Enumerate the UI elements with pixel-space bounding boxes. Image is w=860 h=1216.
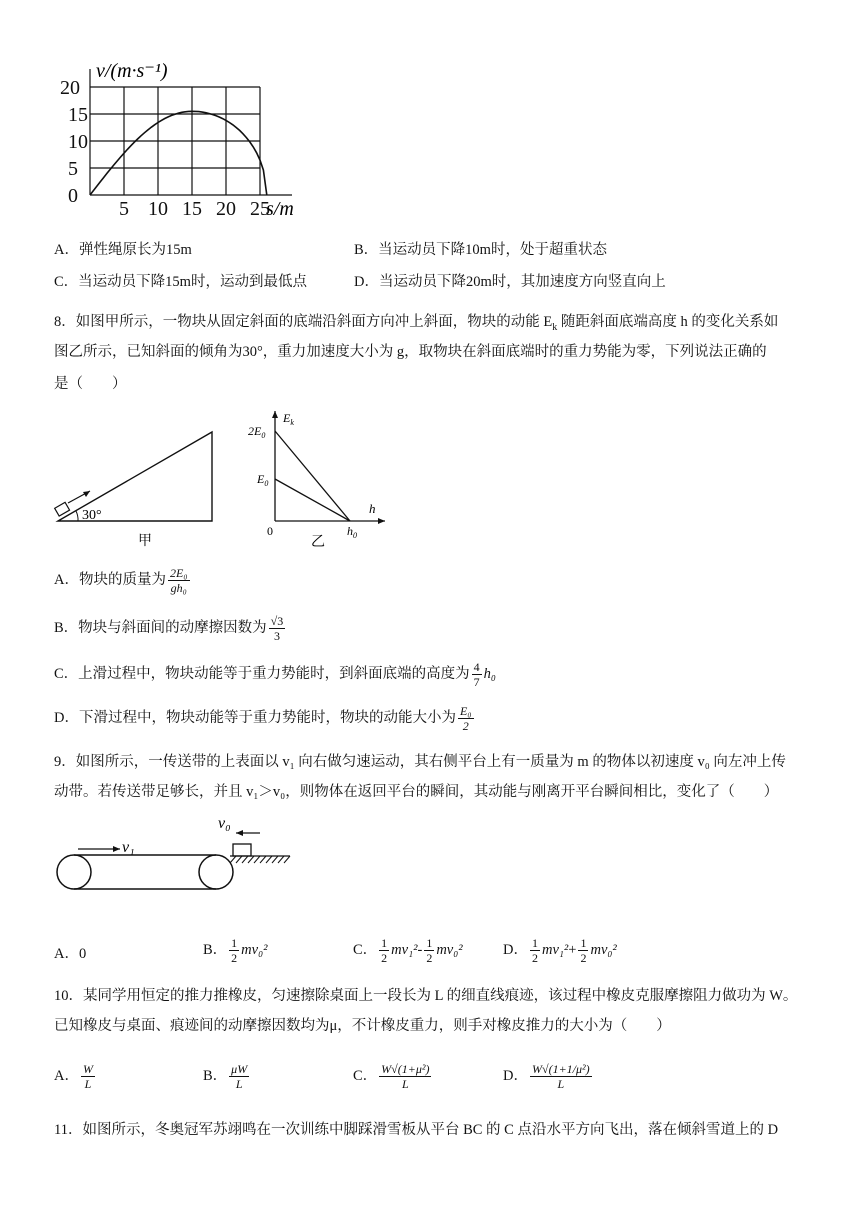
q10-option-b[interactable]: B． $\frac{\mu W}{L}$ <box>203 1062 248 1091</box>
q9-option-d[interactable]: D． $\frac{1}{2}$ mv₁²+ $\frac{1}{2}$ mv₀² <box>503 936 617 965</box>
conveyor-belt-figure <box>50 808 310 898</box>
angle-label: 30° <box>82 508 102 523</box>
q10-stem-line2: 已知橡皮与桌面、痕迹间的动摩擦因数均为μ，不计橡皮重力，则手对橡皮推力的大小为（ ） <box>54 1018 671 1034</box>
x-tick-label: 15 <box>182 198 202 220</box>
v1-label: v₁ <box>122 839 135 856</box>
q8-option-c[interactable]: C．上滑过程中，物块动能等于重力势能时，到斜面底端的高度为 $\frac{4}{7}$ h₀ <box>54 660 496 689</box>
q10-option-c[interactable]: C． $\frac{\text{W√(1+μ²)}}{L}$ <box>353 1062 430 1091</box>
y-axis-label: v/(m·s⁻¹) <box>96 60 168 82</box>
q9-stem-line1: 9．如图所示，一传送带的上表面以 v₁ 向右做匀速运动，其右侧平台上有一质量为 m 的物体以初速度 v₀ 向左冲上传 <box>54 754 786 770</box>
x-tick-label: 5 <box>119 198 129 220</box>
q8-option-d[interactable]: D．下滑过程中，物块动能等于重力势能时，物块的动能大小为 $\frac{\text{E₀}}{2}$ <box>54 704 472 733</box>
q8-stem-line3: 是（ ） <box>54 376 127 392</box>
q9-option-a[interactable]: A．0 <box>54 946 87 962</box>
y-tick-label: 5 <box>68 158 78 180</box>
q10-option-a[interactable]: A． $\frac{W}{L}$ <box>54 1062 93 1091</box>
q7-option-a[interactable]: A．弹性绳原长为15m <box>54 242 192 258</box>
velocity-displacement-chart <box>60 55 320 225</box>
q7-option-b[interactable]: B．当运动员下降10m时，处于超重状态 <box>354 242 607 258</box>
chart-grid <box>90 69 292 195</box>
x-tick-label: 20 <box>216 198 236 220</box>
tick-2e0: $2E_0$ <box>248 424 266 440</box>
q10-option-d[interactable]: D． $\frac{\text{W√(1+1/μ²)}}{L}$ <box>503 1062 590 1091</box>
x-tick-label: 10 <box>148 198 168 220</box>
graph-y-label: $E_k$ <box>283 411 294 427</box>
q10-stem-line1: 10．某同学用恒定的推力推橡皮，匀速擦除桌面上一段长为 L 的细直线痕迹，该过程中橡皮克服摩擦阻力做功为 W。 <box>54 988 798 1004</box>
q7-option-c[interactable]: C．当运动员下降15m时，运动到最低点 <box>54 274 307 290</box>
q8-stem-line2: 图乙所示，已知斜面的倾角为30°，重力加速度大小为 g，取物块在斜面底端时的重力势能为零，下列说法正确的 <box>54 344 767 360</box>
y-tick-label: 15 <box>68 104 88 126</box>
velocity-curve <box>90 111 267 195</box>
x-tick-label: 25 <box>250 198 270 220</box>
tick-h0: $h_0$ <box>347 524 357 540</box>
object-block <box>233 844 251 856</box>
energy-height-graph-yi <box>245 405 395 550</box>
q9-option-c[interactable]: C． $\frac{1}{2}$ mv₁²- $\frac{1}{2}$ mv₀² <box>353 936 463 965</box>
graph-x-label: h <box>369 501 376 516</box>
q8-stem-line1: 8．如图甲所示，一物块从固定斜面的底端沿斜面方向冲上斜面，物块的动能 $E_k$ 随距斜面底端高度 h 的变化关系如 <box>54 314 779 333</box>
q9-option-b[interactable]: B． $\frac{1}{2}$ mv₀² <box>203 936 268 965</box>
block <box>55 502 70 516</box>
y-tick-label: 10 <box>68 131 88 153</box>
v0-label: v₀ <box>218 815 231 832</box>
figure-caption-jia: 甲 <box>138 534 152 549</box>
incline-figure-jia <box>50 425 225 550</box>
q9-stem-line2: 动带。若传送带足够长，并且 v₁＞v₀，则物体在返回平台的瞬间，其动能与刚离开平台瞬间相比，变化了（ ） <box>54 784 779 800</box>
kinetic-energy-line <box>275 479 350 521</box>
q11-stem-line1: 11．如图所示，冬奥冠军苏翊鸣在一次训练中脚踩滑雪板从平台 BC 的 C 点沿水平方向飞出，落在倾斜雪道上的 D <box>54 1122 779 1138</box>
y-tick-label: 0 <box>68 185 78 207</box>
q8-option-b[interactable]: B．物块与斜面间的动摩擦因数为 $\frac{√3}{3}$ <box>54 614 284 643</box>
tick-e0: $E_0$ <box>257 472 269 488</box>
origin-label: 0 <box>267 524 273 538</box>
q7-option-d[interactable]: D．当运动员下降20m时，其加速度方向竖直向上 <box>354 274 666 290</box>
total-energy-line <box>275 431 350 521</box>
x-axis-label: s/m <box>266 198 294 220</box>
figure-caption-yi: 乙 <box>311 535 325 550</box>
q8-option-a[interactable]: A．物块的质量为 $\frac{\text{2E₀}}{\text{gh₀}}$ <box>54 566 188 595</box>
y-tick-label: 20 <box>60 77 80 99</box>
